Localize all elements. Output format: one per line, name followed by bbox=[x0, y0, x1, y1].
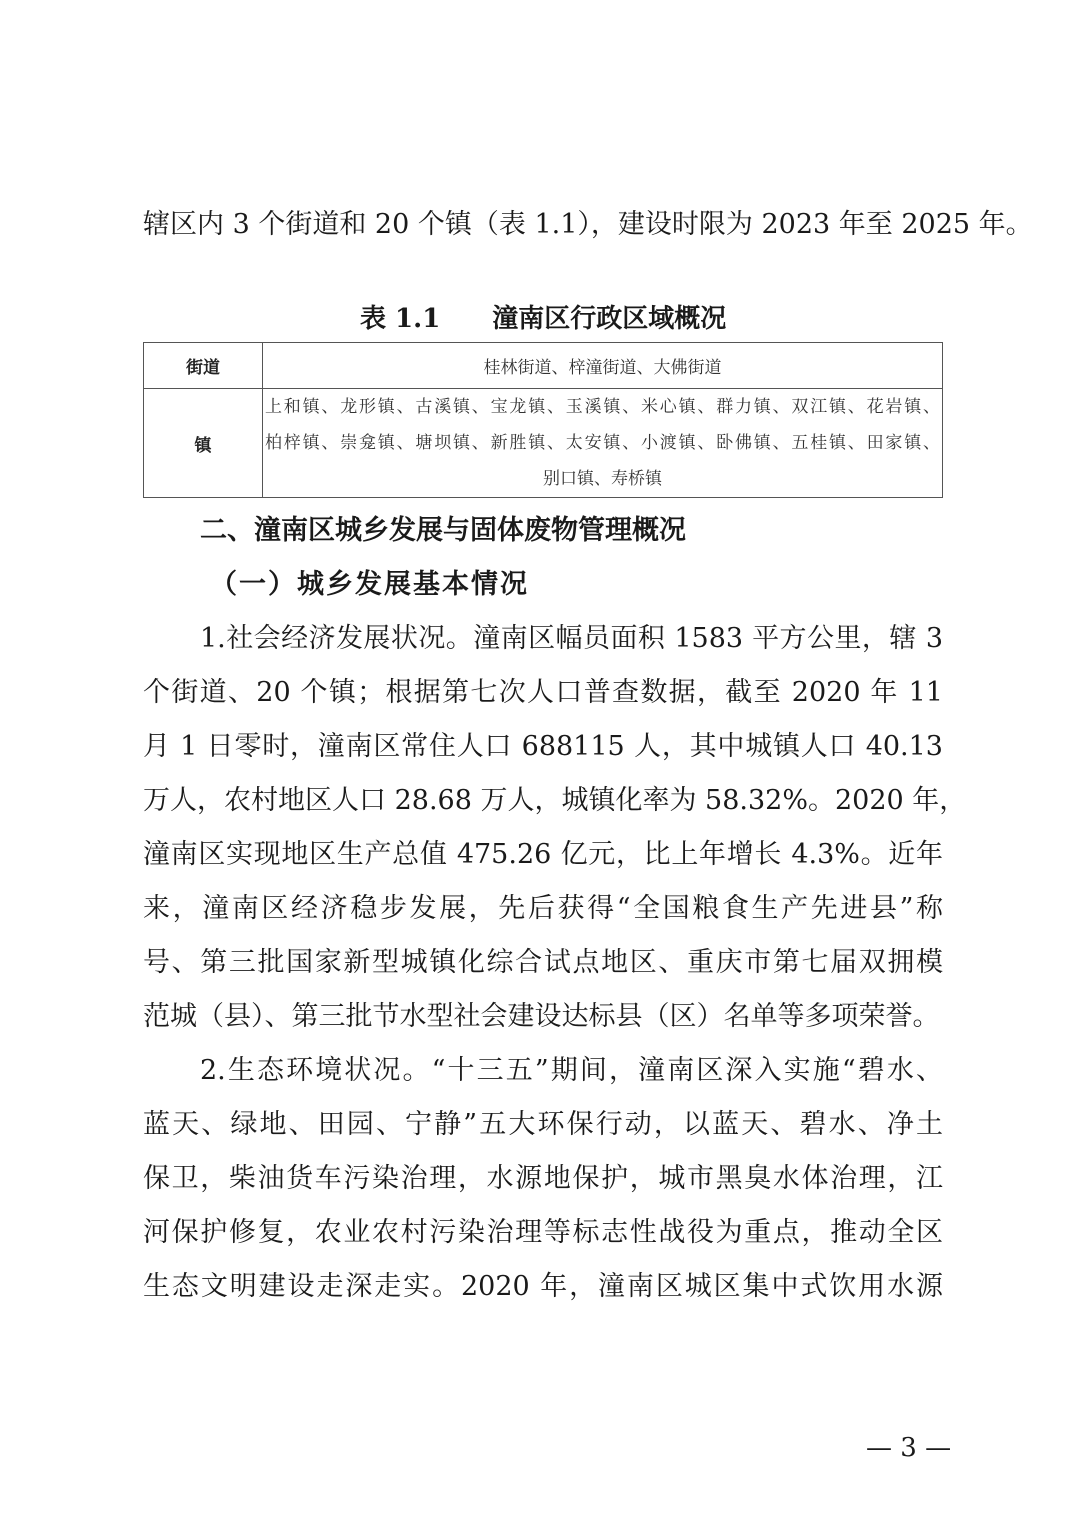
section-heading: 二、潼南区城乡发展与固体废物管理概况 bbox=[200, 515, 686, 546]
paragraph-line: 万人，农村地区人口 28.68 万人，城镇化率为 58.32%。2020 年， bbox=[143, 785, 967, 816]
table-cell-towns bbox=[263, 389, 943, 498]
paragraph-line: 月 1 日零时，潼南区常住人口 688115 人，其中城镇人口 40.13 bbox=[143, 731, 943, 762]
paragraph-line: 2.生态环境状况。“十三五”期间，潼南区深入实施“碧水、 bbox=[200, 1055, 943, 1086]
paragraph-line: 河保护修复，农业农村污染治理等标志性战役为重点，推动全区 bbox=[143, 1217, 943, 1248]
paragraph-line: 保卫，柴油货车污染治理，水源地保护，城市黑臭水体治理，江 bbox=[143, 1163, 943, 1194]
table-caption bbox=[360, 302, 760, 336]
paragraph-line: 蓝天、绿地、田园、宁静”五大环保行动，以蓝天、碧水、净土 bbox=[143, 1109, 943, 1140]
subsection-heading: （一）城乡发展基本情况 bbox=[210, 569, 529, 600]
paragraph-line: 1.社会经济发展状况。潼南区幅员面积 1583 平方公里，辖 3 bbox=[200, 623, 943, 654]
table-row-streets bbox=[144, 343, 943, 389]
paragraph-line: 个街道、20 个镇；根据第七次人口普查数据，截至 2020 年 11 bbox=[143, 677, 943, 708]
table-caption-title: 潼南区行政区域概况 bbox=[492, 304, 727, 334]
district-table bbox=[143, 342, 943, 498]
paragraph-line: 号、第三批国家新型城镇化综合试点地区、重庆市第七届双拥模 bbox=[143, 947, 943, 978]
table-header-towns: 镇 bbox=[144, 389, 263, 498]
paragraph-line: 生态文明建设走深走实。2020 年，潼南区城区集中式饮用水源 bbox=[143, 1271, 943, 1302]
table-cell-streets: 桂林街道、梓潼街道、大佛街道 bbox=[263, 343, 943, 389]
towns-line: 柏梓镇、崇龛镇、塘坝镇、新胜镇、太安镇、小渡镇、卧佛镇、五桂镇、田家镇、 bbox=[265, 433, 940, 453]
page-number: — 3 — bbox=[866, 1433, 952, 1463]
paragraph-line: 来，潼南区经济稳步发展，先后获得“全国粮食生产先进县”称 bbox=[143, 893, 943, 924]
table-row-towns bbox=[144, 389, 943, 498]
paragraph-line: 潼南区实现地区生产总值 475.26 亿元，比上年增长 4.3%。近年 bbox=[143, 839, 943, 870]
towns-line: 上和镇、龙形镇、古溪镇、宝龙镇、玉溪镇、米心镇、群力镇、双江镇、花岩镇、 bbox=[265, 397, 940, 417]
table-caption-number: 表 1.1 bbox=[360, 304, 441, 334]
table-header-streets: 街道 bbox=[144, 343, 263, 389]
intro-line: 辖区内 3 个街道和 20 个镇（表 1.1），建设时限为 2023 年至 2025 年。 bbox=[143, 209, 1033, 240]
towns-line: 别口镇、寿桥镇 bbox=[543, 469, 662, 489]
paragraph-line: 范城（县）、第三批节水型社会建设达标县（区）名单等多项荣誉。 bbox=[143, 1001, 940, 1032]
